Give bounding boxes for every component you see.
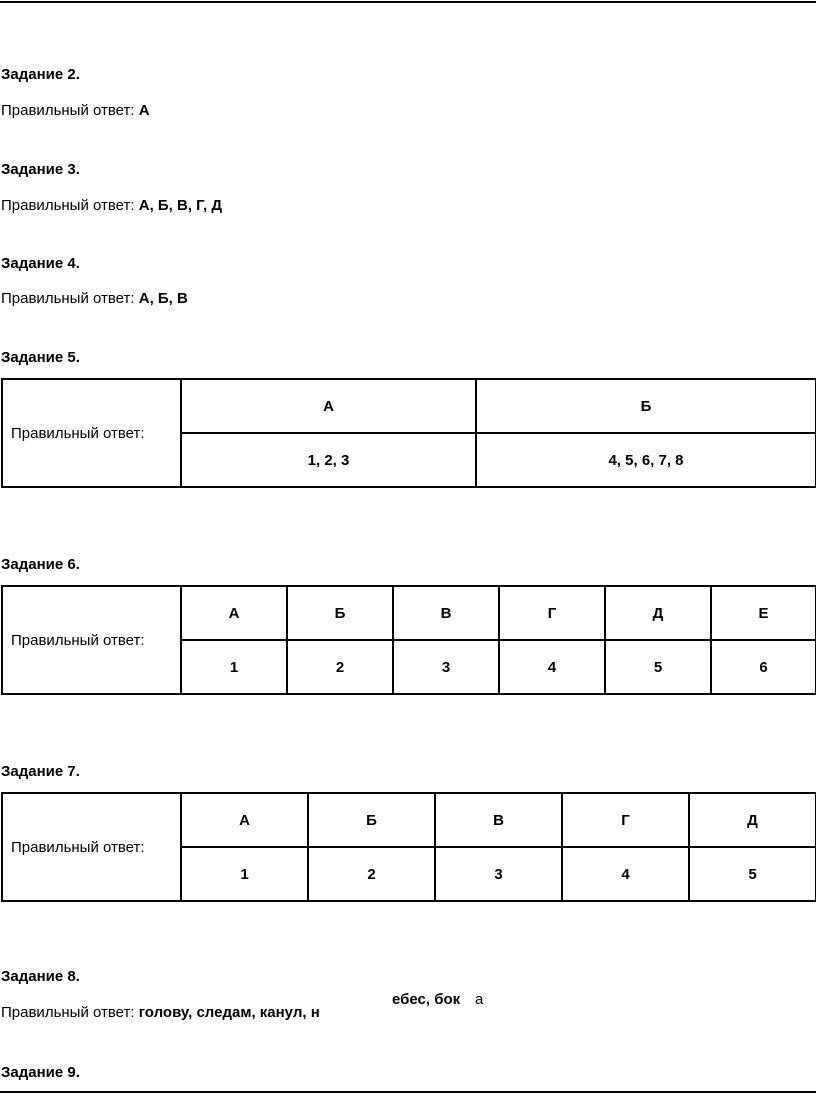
task2-answer-value: А [138, 102, 150, 119]
task6-value-cell: 6 [711, 640, 816, 694]
task8-answer [1, 1004, 320, 1022]
task5-label: Правильный ответ: [2, 379, 181, 487]
task6-label: Правильный ответ: [2, 586, 181, 694]
task6-value-cell: 2 [287, 640, 393, 694]
task6-value-cell: 1 [181, 640, 287, 694]
task3-answer-prefix: Правильный ответ: [1, 197, 135, 214]
task9-heading: Задание 9. [1, 1064, 80, 1081]
task7-value-cell: 2 [308, 847, 435, 901]
task3-answer-value: А, Б, В, Г, Д [138, 197, 223, 214]
task7-header-cell: А [181, 793, 308, 847]
task8-fragment: а [475, 991, 484, 1008]
task2-answer [1, 102, 150, 120]
task5-heading: Задание 5. [1, 349, 80, 366]
task7-header-cell: В [435, 793, 562, 847]
task6-value-cell: 3 [393, 640, 499, 694]
task5-value-cell: 1, 2, 3 [181, 433, 476, 487]
task7-header-cell: Б [308, 793, 435, 847]
task6-header-cell: Е [711, 586, 816, 640]
task6-header-cell: Д [605, 586, 711, 640]
task2-answer-prefix: Правильный ответ: [1, 102, 135, 119]
task3-answer [1, 197, 222, 215]
task7-value-cell: 4 [562, 847, 689, 901]
task4-heading: Задание 4. [1, 255, 80, 272]
top-rule [0, 1, 816, 3]
task6-header-cell: Г [499, 586, 605, 640]
task8-fragment: ебес, бок [392, 991, 461, 1008]
task4-answer-value: А, Б, В [138, 290, 188, 307]
task4-answer-prefix: Правильный ответ: [1, 290, 135, 307]
task7-value-cell: 3 [435, 847, 562, 901]
task7-header-cell: Д [689, 793, 816, 847]
task7-header-cell: Г [562, 793, 689, 847]
task6-header-cell: В [393, 586, 499, 640]
task5-table [1, 378, 816, 488]
task5-header-cell: Б [476, 379, 816, 433]
task6-header-cell: А [181, 586, 287, 640]
task6-heading: Задание 6. [1, 556, 80, 573]
task4-answer [1, 290, 188, 308]
task6-value-cell: 4 [499, 640, 605, 694]
task7-table [1, 792, 816, 902]
task3-heading: Задание 3. [1, 161, 80, 178]
task6-value-cell: 5 [605, 640, 711, 694]
task7-value-cell: 5 [689, 847, 816, 901]
task8-answer-prefix: Правильный ответ: [1, 1004, 135, 1021]
task6-header-cell: Б [287, 586, 393, 640]
task7-heading: Задание 7. [1, 763, 80, 780]
task5-header-cell: А [181, 379, 476, 433]
task7-value-cell: 1 [181, 847, 308, 901]
bottom-rule [0, 1091, 816, 1093]
task8-answer-value: голову, следам, канул, н [138, 1004, 320, 1021]
task8-heading: Задание 8. [1, 968, 80, 985]
task6-table [1, 585, 816, 695]
task7-label: Правильный ответ: [2, 793, 181, 901]
task5-value-cell: 4, 5, 6, 7, 8 [476, 433, 816, 487]
task2-heading: Задание 2. [1, 66, 80, 83]
